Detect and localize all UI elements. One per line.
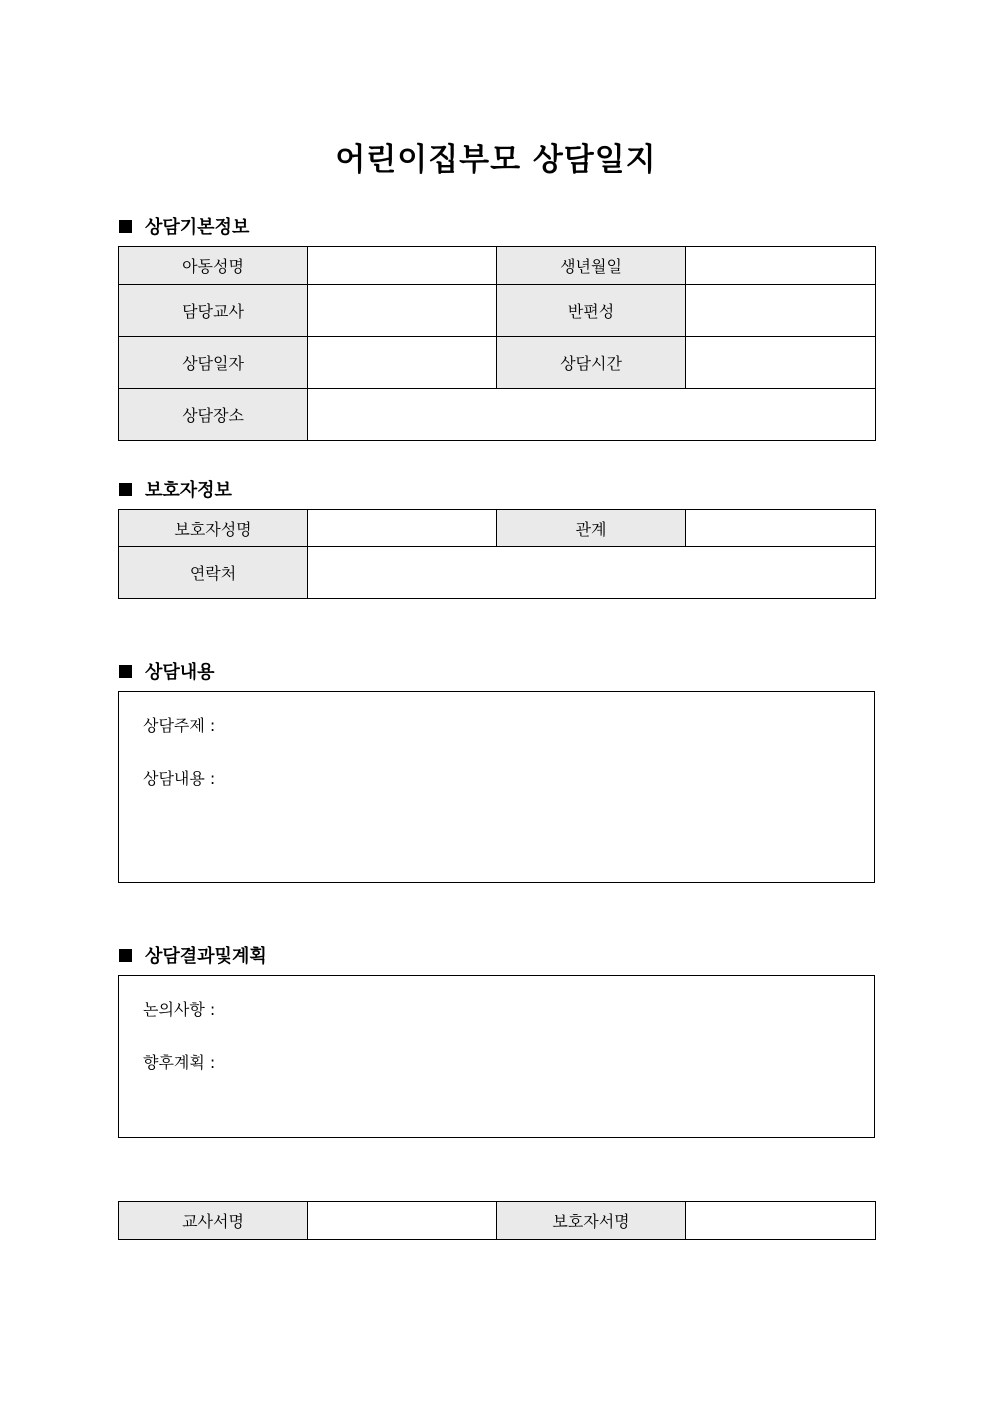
section-heading-basic-label: 상담기본정보 [145, 217, 250, 238]
contact-label: 연락처 [119, 547, 308, 599]
square-bullet-icon [119, 220, 132, 233]
birth-date-field[interactable] [686, 247, 876, 285]
class-field[interactable] [686, 285, 876, 337]
table-row [119, 1202, 876, 1240]
guardian-info-table [118, 509, 876, 599]
time-field[interactable] [686, 337, 876, 389]
date-field[interactable] [308, 337, 497, 389]
relation-label: 관계 [497, 510, 686, 547]
place-field[interactable] [308, 389, 876, 441]
child-name-field[interactable] [308, 247, 497, 285]
teacher-label: 담당교사 [119, 285, 308, 337]
teacher-field[interactable] [308, 285, 497, 337]
square-bullet-icon [119, 949, 132, 962]
discussion-label: 논의사항 : [143, 1000, 216, 1019]
contact-field[interactable] [308, 547, 876, 599]
result-box[interactable] [118, 975, 875, 1138]
topic-label: 상담주제 : [143, 716, 216, 735]
section-heading-result [119, 942, 267, 968]
page-title: 어린이집부모 상담일지 [335, 142, 657, 178]
guardian-signature-field[interactable] [686, 1202, 876, 1240]
teacher-signature-field[interactable] [308, 1202, 497, 1240]
section-heading-guardian [119, 476, 232, 502]
table-row [119, 389, 876, 441]
class-label: 반편성 [497, 285, 686, 337]
section-heading-guardian-label: 보호자정보 [145, 480, 232, 501]
guardian-name-label: 보호자성명 [119, 510, 308, 547]
table-row [119, 247, 876, 285]
basic-info-table [118, 246, 876, 441]
square-bullet-icon [119, 665, 132, 678]
plan-label: 향후계획 : [143, 1053, 216, 1072]
date-label: 상담일자 [119, 337, 308, 389]
birth-date-label: 생년월일 [497, 247, 686, 285]
square-bullet-icon [119, 483, 132, 496]
table-row [119, 285, 876, 337]
section-heading-content [119, 658, 215, 684]
table-row [119, 547, 876, 599]
guardian-signature-label: 보호자서명 [497, 1202, 686, 1240]
section-heading-content-label: 상담내용 [145, 662, 215, 683]
place-label: 상담장소 [119, 389, 308, 441]
teacher-signature-label: 교사서명 [119, 1202, 308, 1240]
child-name-label: 아동성명 [119, 247, 308, 285]
guardian-name-field[interactable] [308, 510, 497, 547]
table-row [119, 337, 876, 389]
section-heading-result-label: 상담결과및계획 [145, 946, 267, 967]
table-row [119, 510, 876, 547]
relation-field[interactable] [686, 510, 876, 547]
signature-table [118, 1201, 876, 1240]
content-box[interactable] [118, 691, 875, 883]
content-label: 상담내용 : [143, 769, 216, 788]
time-label: 상담시간 [497, 337, 686, 389]
section-heading-basic [119, 213, 249, 239]
